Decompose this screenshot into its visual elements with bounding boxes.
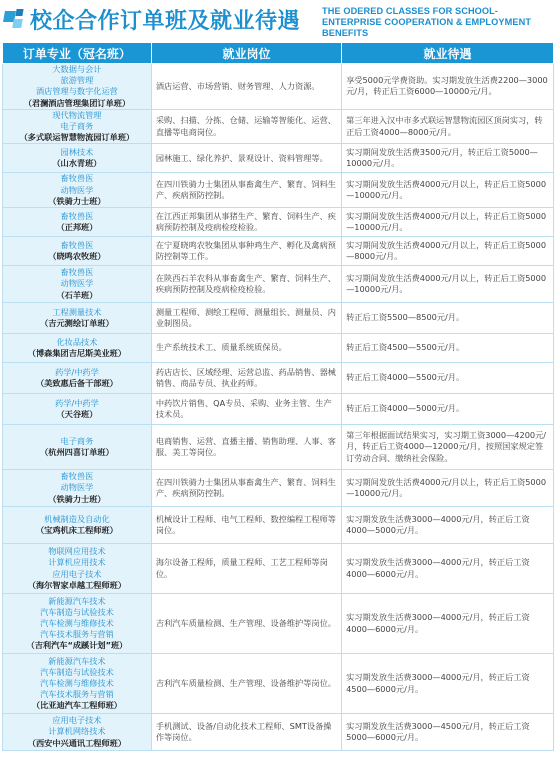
table-row <box>3 714 554 751</box>
cell-major <box>3 109 152 144</box>
major-name: 工程测量技术 <box>52 306 102 317</box>
major-name: 汽车制造与试验技术 <box>40 666 114 677</box>
cell-major <box>3 654 152 714</box>
major-name: 物联网应用技术 <box>48 546 106 557</box>
cell-major <box>3 173 152 208</box>
table-row <box>3 303 554 334</box>
cell-positions: 园林施工、绿化养护、景观设计、资料管理等。 <box>151 144 341 173</box>
major-name: 计算机应用技术 <box>48 557 106 568</box>
class-name: （杭州四喜订单班） <box>40 447 114 458</box>
class-name: （石羊班） <box>56 289 98 300</box>
cell-benefits: 实习期间发放生活费3500元/月，转正后工资5000—10000元/月。 <box>342 144 554 173</box>
cell-benefits: 实习期间发放生活费4000元/月以上，转正后工资5000—10000元/月。 <box>342 470 554 507</box>
cell-benefits: 实习期发放生活费3000—4000元/月，转正后工资4000—6000元/月。 <box>342 594 554 654</box>
major-name: 旅游管理 <box>60 75 94 86</box>
table-row <box>3 144 554 173</box>
major-name: 机械制造及自动化 <box>44 513 110 524</box>
cell-major <box>3 363 152 394</box>
cell-benefits: 转正后工资4000—5500元/月。 <box>342 363 554 394</box>
cell-positions: 在陕西石羊农科从事畜禽生产、繁育、饲料生产、疾病预防控制及疫病检疫检验。 <box>151 266 341 303</box>
page-title-english: THE ODERED CLASSES FOR SCHOOL-ENTERPRISE COOPERATION & EMPLOYMENT BENEFITS <box>322 6 532 38</box>
class-name: （天谷班） <box>56 409 98 420</box>
major-name: 动物医学 <box>60 278 94 289</box>
cell-positions: 在江西正邦集团从事猪生产、繁育、饲料生产、疾病预防控制及疫病检疫检验。 <box>151 208 341 237</box>
column-header-benefits: 就业待遇 <box>342 43 554 64</box>
table-row <box>3 594 554 654</box>
major-name: 园林技术 <box>60 147 94 158</box>
page-header <box>0 0 558 38</box>
table-row <box>3 266 554 303</box>
cell-positions: 在四川铁骑力士集团从事畜禽生产、繁育、饲料生产、疾病预防控制。 <box>151 470 341 507</box>
cell-major <box>3 334 152 363</box>
cell-benefits: 第三年根据面试结果实习，实习期工资3000—4200元/月，转正后工资4000—12000元/月，按照国家规定签订劳动合同、缴纳社会保险。 <box>342 425 554 470</box>
page-title: 校企合作订单班及就业待遇 <box>30 9 301 34</box>
cell-major <box>3 303 152 334</box>
class-name: （吉元测绘订单班） <box>40 318 114 329</box>
cell-major <box>3 507 152 544</box>
cell-positions: 电商销售、运营、直播主播、销售助理、人事、客服、美工等岗位。 <box>151 425 341 470</box>
table-row <box>3 109 554 144</box>
cell-positions: 吉利汽车质量检测、生产管理、设备维护等岗位。 <box>151 654 341 714</box>
cell-benefits: 实习期间发放生活费4000元/月以上，转正后工资5000—10000元/月。 <box>342 173 554 208</box>
cell-positions: 生产系统技术工、质量系统质保员。 <box>151 334 341 363</box>
table-row <box>3 363 554 394</box>
cell-major <box>3 64 152 110</box>
cell-benefits: 实习期间发放生活费4000元/月以上，转正后工资5000—8000元/月。 <box>342 237 554 266</box>
table-row <box>3 394 554 425</box>
cell-benefits: 实习期发放生活费3000—4000元/月，转正后工资4000—5000元/月。 <box>342 507 554 544</box>
cell-benefits: 转正后工资4000—5000元/月。 <box>342 394 554 425</box>
cell-benefits: 实习期间发放生活费4000元/月以上，转正后工资5000—10000元/月。 <box>342 208 554 237</box>
major-name: 化妆品技术 <box>56 336 98 347</box>
table-row <box>3 237 554 266</box>
major-name: 动物医学 <box>60 184 94 195</box>
major-name: 汽车技术服务与营销 <box>40 689 114 700</box>
cell-benefits: 实习期间发放生活费4000元/月以上，转正后工资5000—10000元/月。 <box>342 266 554 303</box>
major-name: 畜牧兽医 <box>60 173 94 184</box>
class-name: （博森集团吉尼斯美业班） <box>27 348 127 359</box>
cell-benefits: 转正后工资5500—8500元/月。 <box>342 303 554 334</box>
class-name: （西安中兴通讯工程师班） <box>27 737 127 748</box>
cell-benefits: 实习期发放生活费3000—4500元/月，转正后工资5000—6000元/月。 <box>342 714 554 751</box>
cell-positions: 手机测试、设备/自动化技术工程师、SMT设备操作等岗位。 <box>151 714 341 751</box>
major-name: 畜牧兽医 <box>60 267 94 278</box>
cell-major <box>3 470 152 507</box>
cell-benefits: 第三年进入汉中市多式联运智慧物流园区顶岗实习，转正后工资4000—8000元/月。 <box>342 109 554 144</box>
class-name: （多式联运智慧物流园订单班） <box>19 132 135 143</box>
major-name: 酒店管理与数字化运营 <box>35 86 118 97</box>
major-name: 现代物流管理 <box>52 109 102 120</box>
major-name: 汽车检测与维修技术 <box>40 677 114 688</box>
major-name: 动物医学 <box>60 482 94 493</box>
class-name: （比亚迪汽车工程师班） <box>31 700 122 711</box>
table-row <box>3 544 554 594</box>
cell-benefits: 享受5000元学费资助。实习期发放生活费2200—3000元/月，转正后工资6000—10000元/月。 <box>342 64 554 110</box>
major-name: 大数据与会计 <box>52 64 102 74</box>
major-name: 药学/中药学 <box>55 397 99 408</box>
table-row <box>3 507 554 544</box>
class-name: （正邦班） <box>56 222 98 233</box>
table-body <box>3 64 554 751</box>
class-name: （铁骑力士班） <box>48 195 106 206</box>
cell-positions: 在四川铁骑力士集团从事畜禽生产、繁育、饲料生产、疾病预防控制。 <box>151 173 341 208</box>
cell-major <box>3 714 152 751</box>
class-name: （海尔智家卓越工程师班） <box>27 579 127 590</box>
cell-positions: 在宁夏晓鸣农牧集团从事种鸡生产、孵化及禽病预防控制等工作。 <box>151 237 341 266</box>
cell-positions: 吉利汽车质量检测、生产管理、设备维护等岗位。 <box>151 594 341 654</box>
order-class-table <box>2 42 554 751</box>
class-name: （铁骑力士班） <box>48 493 106 504</box>
major-name: 汽车检测与维修技术 <box>40 617 114 628</box>
class-name: （山水青班） <box>52 158 102 169</box>
table-row <box>3 654 554 714</box>
major-name: 电子商务 <box>60 121 94 132</box>
cell-positions: 机械设计工程师、电气工程师、数控编程工程师等岗位。 <box>151 507 341 544</box>
major-name: 汽车技术服务与营销 <box>40 629 114 640</box>
major-name: 应用电子技术 <box>52 715 102 726</box>
table-row <box>3 425 554 470</box>
cell-positions: 药店店长、区域经理、运营总监、药品销售、器械销售、商品专员、执业药师。 <box>151 363 341 394</box>
class-name: （君澜酒店管理集团订单班） <box>23 97 131 108</box>
cell-positions: 酒店运营、市场营销、财务管理、人力资源。 <box>151 64 341 110</box>
cell-benefits: 转正后工资4500—5500元/月。 <box>342 334 554 363</box>
cell-major <box>3 266 152 303</box>
table-row <box>3 208 554 237</box>
major-name: 新能源汽车技术 <box>48 655 106 666</box>
class-name: （晓鸣农牧班） <box>48 251 106 262</box>
major-name: 新能源汽车技术 <box>48 595 106 606</box>
table-row <box>3 470 554 507</box>
class-name: （美致惠后备干部班） <box>35 378 118 389</box>
major-name: 计算机网络技术 <box>48 726 106 737</box>
major-name: 药学/中药学 <box>55 366 99 377</box>
table-row <box>3 334 554 363</box>
cell-major <box>3 594 152 654</box>
class-name: （吉利汽车“成蹊计划”班） <box>26 640 128 651</box>
cell-benefits: 实习期发放生活费3000—4000元/月，转正后工资4500—6000元/月。 <box>342 654 554 714</box>
major-name: 畜牧兽医 <box>60 471 94 482</box>
column-header-positions: 就业岗位 <box>151 43 341 64</box>
major-name: 畜牧兽医 <box>60 239 94 250</box>
cell-benefits: 实习期发放生活费3000—4000元/月，转正后工资4000—6000元/月。 <box>342 544 554 594</box>
table-header-row <box>3 43 554 64</box>
cell-major <box>3 394 152 425</box>
logo-icon <box>4 8 26 30</box>
cell-positions: 海尔设备工程师，质量工程师、工艺工程师等岗位。 <box>151 544 341 594</box>
table-row <box>3 64 554 110</box>
major-name: 电子商务 <box>60 435 94 446</box>
cell-major <box>3 208 152 237</box>
major-name: 汽车制造与试验技术 <box>40 606 114 617</box>
cell-positions: 中药饮片销售、QA专员、采购、业务主管、生产技术员。 <box>151 394 341 425</box>
cell-positions: 采购、扫描、分拣、仓储、运输等智能化、运营、直播等电商岗位。 <box>151 109 341 144</box>
major-name: 应用电子技术 <box>52 568 102 579</box>
column-header-major: 订单专业（冠名班） <box>3 43 152 64</box>
class-name: （宝鸡机床工程师班） <box>35 525 118 536</box>
cell-major <box>3 544 152 594</box>
cell-major <box>3 425 152 470</box>
cell-major <box>3 144 152 173</box>
cell-positions: 测量工程师、测绘工程师、测量组长、测量员、内业制图员。 <box>151 303 341 334</box>
cell-major <box>3 237 152 266</box>
table-row <box>3 173 554 208</box>
major-name: 畜牧兽医 <box>60 210 94 221</box>
